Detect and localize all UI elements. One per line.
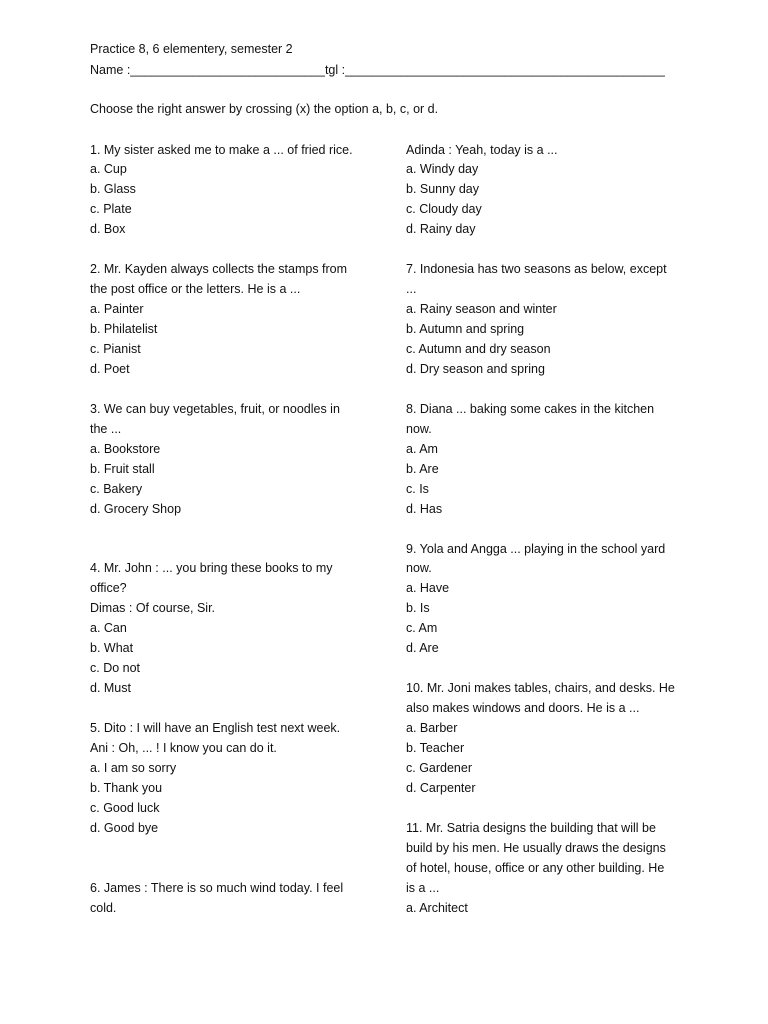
option-1d: d. Box	[90, 222, 126, 236]
option-4d: d. Must	[90, 681, 131, 695]
option-6b: b. Sunny day	[406, 182, 479, 196]
option-5d: d. Good bye	[90, 821, 159, 835]
question-5-dialog: Ani : Oh, ... ! I know you can do it.	[90, 741, 277, 755]
question-3: 3. We can buy vegetables, fruit, or noodles in	[90, 402, 340, 416]
question-11: 11. Mr. Satria designs the building that will be	[406, 821, 656, 835]
option-10b: b. Teacher	[406, 741, 465, 755]
option-4b: b. What	[90, 641, 134, 655]
option-9c: c. Am	[406, 621, 438, 635]
question-4-dialog: Dimas : Of course, Sir.	[90, 601, 216, 615]
option-7d: d. Dry season and spring	[406, 362, 545, 376]
question-9: 9. Yola and Angga ... playing in the school yard	[406, 542, 666, 556]
option-8d: d. Has	[406, 502, 443, 516]
option-2d: d. Poet	[90, 362, 130, 376]
question-6: 6. James : There is so much wind today. I feel	[90, 881, 344, 895]
name-date-line: Name :____________________________tgl :______________________________________________	[90, 63, 665, 77]
option-5a: a. I am so sorry	[90, 761, 177, 775]
question-10-cont: also makes windows and doors. He is a ...	[406, 701, 640, 715]
question-4: 4. Mr. John : ... you bring these books to my	[90, 561, 333, 575]
option-9b: b. Is	[406, 601, 430, 615]
option-7c: c. Autumn and dry season	[406, 342, 551, 356]
option-5b: b. Thank you	[90, 781, 163, 795]
option-9a: a. Have	[406, 581, 450, 595]
option-3c: c. Bakery	[90, 482, 143, 496]
option-5c: c. Good luck	[90, 801, 160, 815]
question-7: 7. Indonesia has two seasons as below, except	[406, 262, 667, 276]
option-6a: a. Windy day	[406, 162, 479, 176]
option-2a: a. Painter	[90, 302, 144, 316]
question-2-cont: the post office or the letters. He is a ...	[90, 282, 301, 296]
question-11-cont-1: build by his men. He usually draws the designs	[406, 841, 666, 855]
option-9d: d. Are	[406, 641, 439, 655]
option-1a: a. Cup	[90, 162, 127, 176]
option-6c: c. Cloudy day	[406, 202, 482, 216]
question-2: 2. Mr. Kayden always collects the stamps from	[90, 262, 348, 276]
worksheet-title: Practice 8, 6 elementery, semester 2	[90, 42, 293, 56]
option-3d: d. Grocery Shop	[90, 502, 182, 516]
question-1: 1. My sister asked me to make a ... of fried rice.	[90, 143, 353, 157]
option-3b: b. Fruit stall	[90, 462, 155, 476]
option-8b: b. Are	[406, 462, 439, 476]
option-2c: c. Pianist	[90, 342, 141, 356]
question-8-cont: now.	[406, 422, 432, 436]
instruction-text: Choose the right answer by crossing (x) the option a, b, c, or d.	[90, 102, 439, 116]
option-10a: a. Barber	[406, 721, 458, 735]
question-10: 10. Mr. Joni makes tables, chairs, and desks. He	[406, 681, 675, 695]
option-8a: a. Am	[406, 442, 438, 456]
question-3-cont: the ...	[90, 422, 122, 436]
option-2b: b. Philatelist	[90, 322, 158, 336]
option-10d: d. Carpenter	[406, 781, 476, 795]
option-7b: b. Autumn and spring	[406, 322, 525, 336]
option-10c: c. Gardener	[406, 761, 473, 775]
question-11-cont-3: is a ...	[406, 881, 440, 895]
option-7a: a. Rainy season and winter	[406, 302, 557, 316]
question-8: 8. Diana ... baking some cakes in the kitchen	[406, 402, 655, 416]
question-7-cont: ...	[406, 282, 417, 296]
question-5: 5. Dito : I will have an English test next week.	[90, 721, 341, 735]
question-6-dialog: Adinda : Yeah, today is a ...	[406, 143, 558, 157]
option-3a: a. Bookstore	[90, 442, 161, 456]
option-4c: c. Do not	[90, 661, 141, 675]
option-1c: c. Plate	[90, 202, 132, 216]
option-11a: a. Architect	[406, 901, 468, 915]
option-4a: a. Can	[90, 621, 127, 635]
question-9-cont: now.	[406, 561, 432, 575]
question-11-cont-2: of hotel, house, office or any other building. He	[406, 861, 665, 875]
question-4-cont: office?	[90, 581, 127, 595]
option-1b: b. Glass	[90, 182, 136, 196]
option-8c: c. Is	[406, 482, 429, 496]
question-6-cont: cold.	[90, 901, 117, 915]
option-6d: d. Rainy day	[406, 222, 476, 236]
